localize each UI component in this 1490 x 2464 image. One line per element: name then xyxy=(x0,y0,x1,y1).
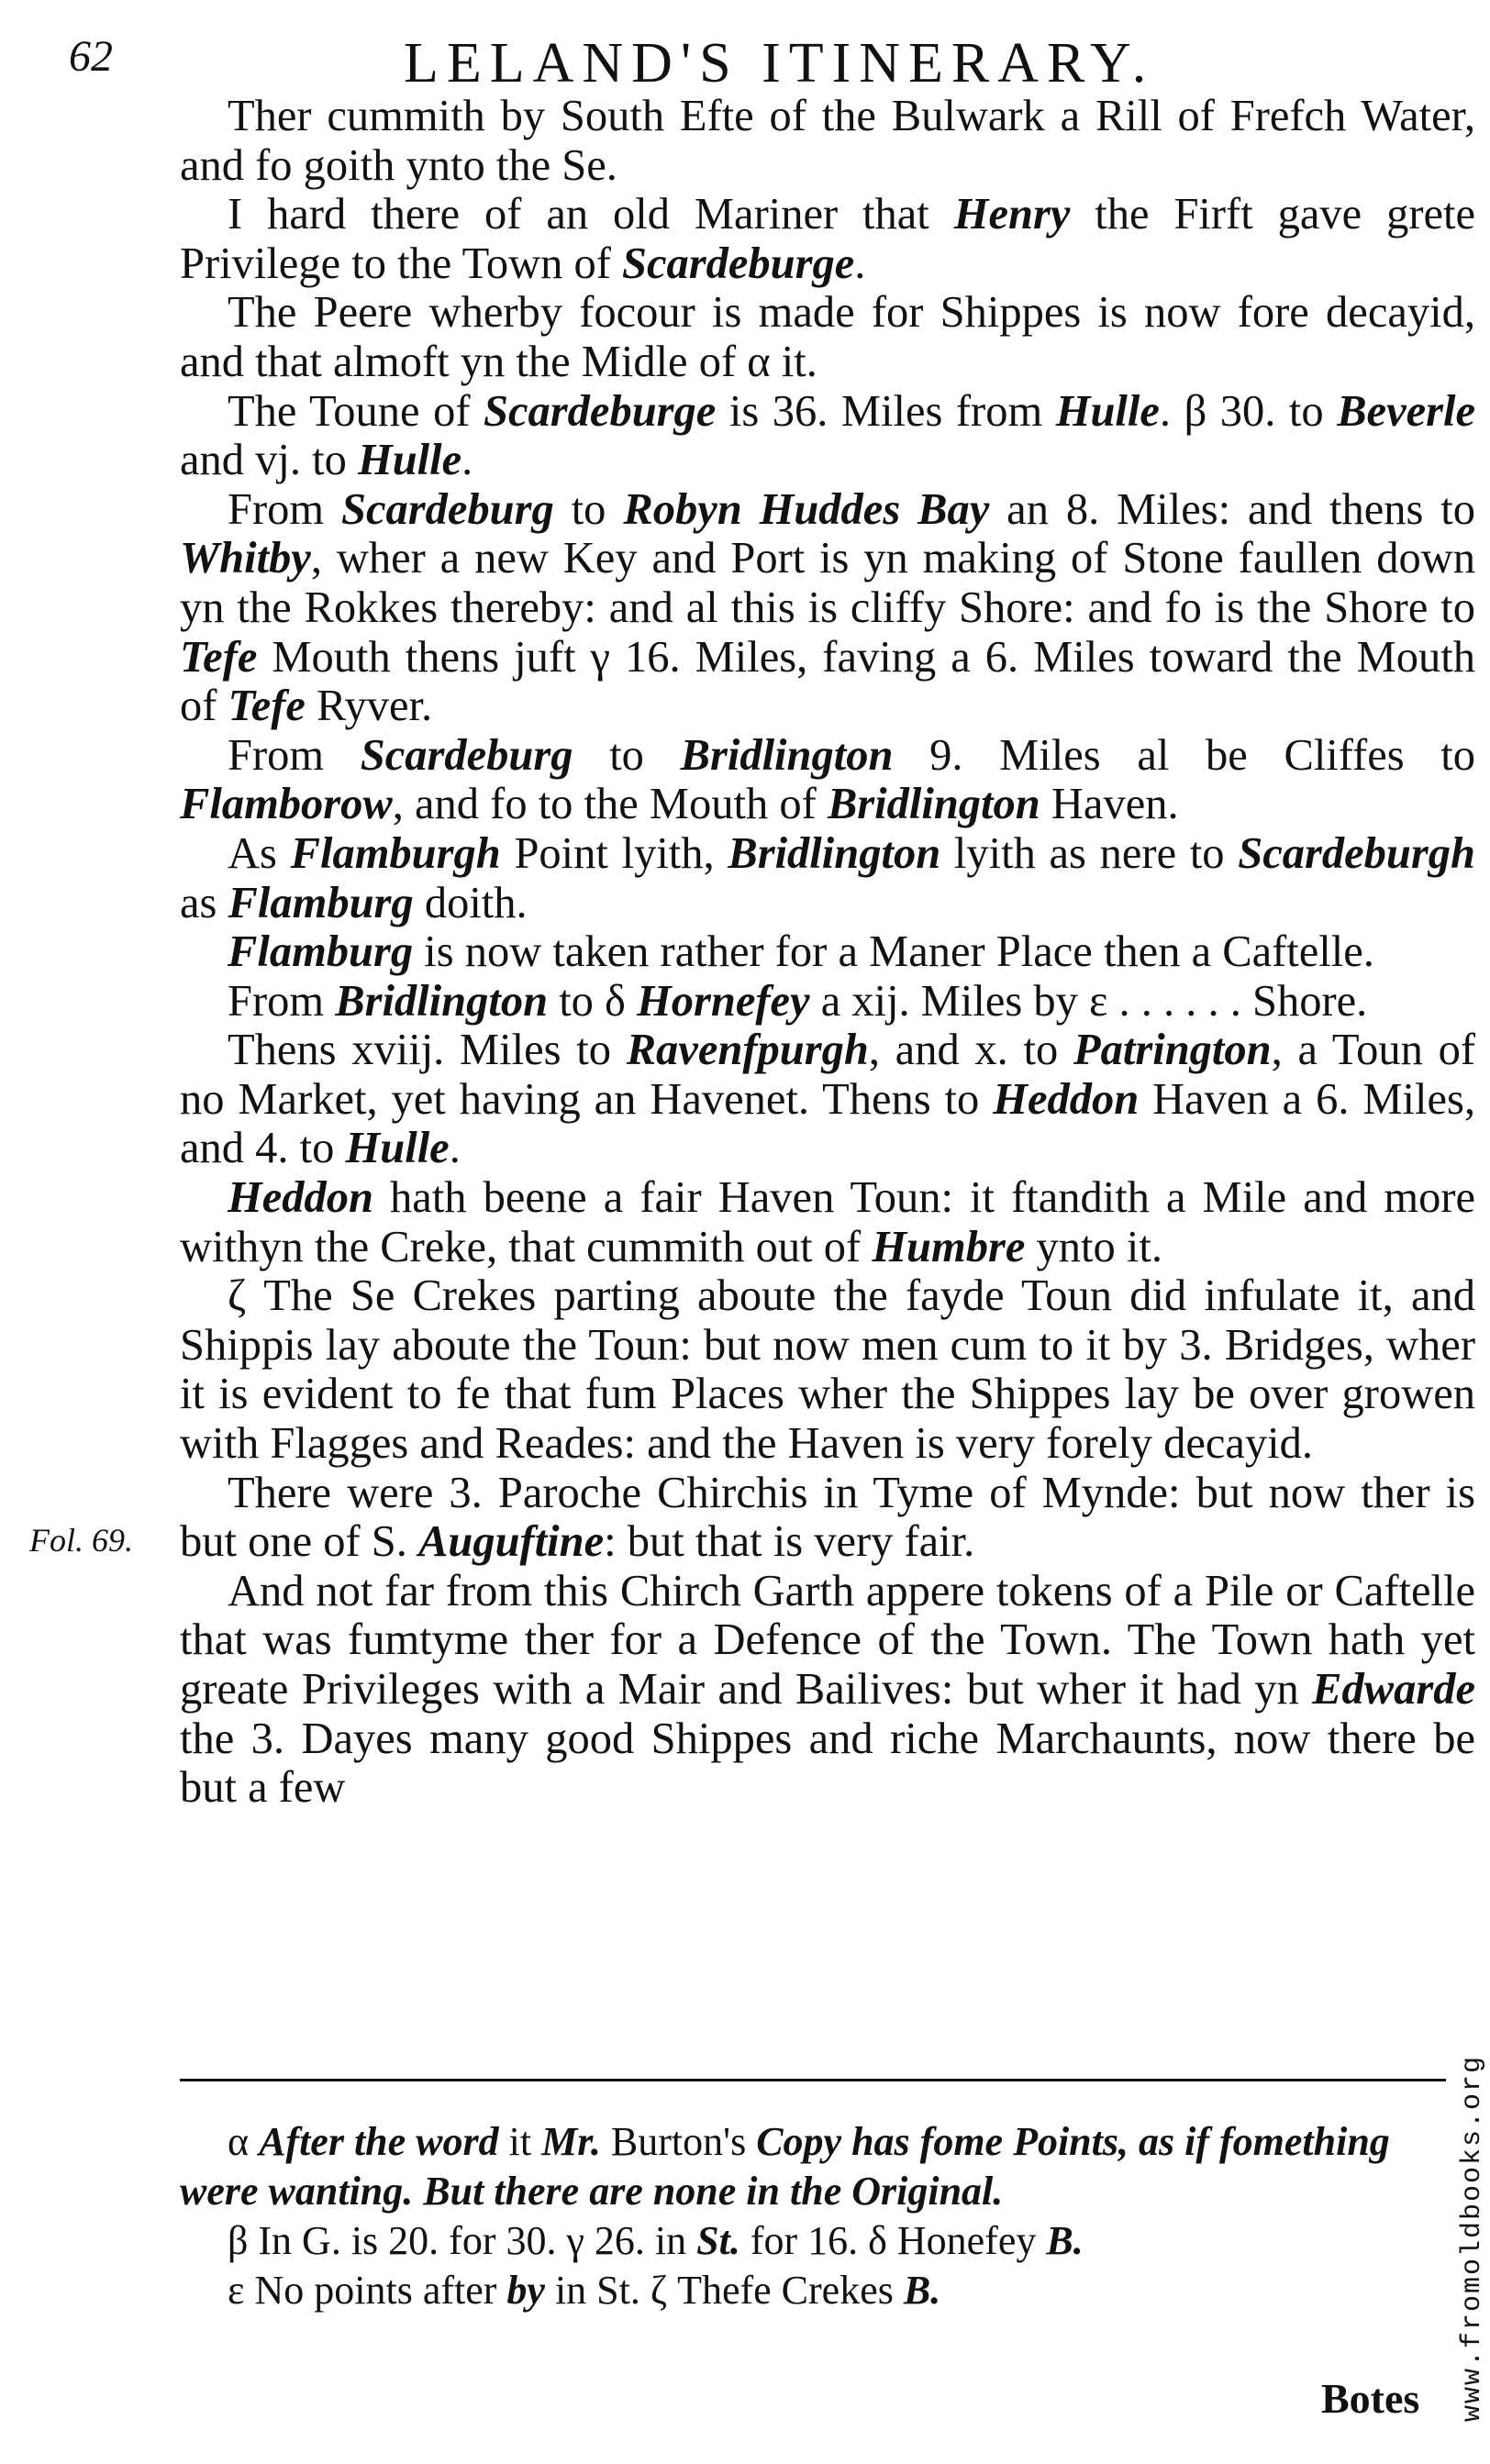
text-run: Mouth thens juft γ 16. Miles, faving a 6. Miles toward the Mouth of xyxy=(180,632,1475,731)
main-text xyxy=(180,92,1475,1813)
italic-text-run: Henry xyxy=(953,190,1071,239)
text-run: . xyxy=(854,239,866,288)
text-run: β In G. is 20. for 30. γ 26. in xyxy=(228,2218,697,2263)
italic-text-run: Bridlington xyxy=(827,780,1040,829)
italic-text-run: Flamburgh xyxy=(290,828,501,878)
paragraph xyxy=(180,1567,1475,1813)
italic-text-run: Copy has fome Points, as if fomething were wanting. But there are none in the Original. xyxy=(180,2119,1390,2214)
italic-text-run: B. xyxy=(903,2268,941,2313)
text-run: to xyxy=(573,730,681,780)
text-run: is 36. Miles from xyxy=(716,386,1056,436)
italic-text-run: Hulle xyxy=(357,436,462,485)
paragraph xyxy=(180,190,1475,288)
text-run: From xyxy=(228,730,361,780)
footnotes xyxy=(180,2117,1446,2315)
text-run: α xyxy=(228,2119,260,2164)
paragraph xyxy=(180,485,1475,731)
text-run: doith. xyxy=(413,878,528,927)
italic-text-run: Hulle xyxy=(1055,386,1160,436)
text-run: : but that is very fair. xyxy=(604,1517,975,1567)
text-run: for 16. δ Honefey xyxy=(739,2218,1047,2263)
text-run: , a Toun of no Market, yet having an Havenet. Thens to xyxy=(180,1026,1475,1124)
italic-text-run: Scardeburge xyxy=(622,239,855,288)
text-run: , and fo to the Mouth of xyxy=(392,780,828,829)
text-run: and vj. to xyxy=(180,436,358,485)
paragraph xyxy=(180,387,1475,485)
paragraph xyxy=(180,977,1475,1027)
italic-text-run: Hornefey xyxy=(637,976,810,1026)
text-run: . xyxy=(461,436,473,485)
text-run: And not far from this Chirch Garth appere tokens of a Pile or Caftelle that was fumtyme ther for a Defence of the Town. The Town hath yet greate Privileges with a Mair and Bailives: but wher it had yn xyxy=(180,1566,1475,1714)
page-number: 62 xyxy=(69,32,113,81)
catchword: Botes xyxy=(1321,2375,1420,2422)
italic-text-run: Scardeburge xyxy=(484,386,717,436)
footnote xyxy=(180,2117,1446,2216)
italic-text-run: Auguftine xyxy=(418,1517,605,1567)
text-run: From xyxy=(228,484,342,534)
paragraph xyxy=(180,92,1475,190)
italic-text-run: Tefe xyxy=(180,632,258,682)
text-run: , wher a new Key and Port is yn making of Stone faullen down yn the Rokkes thereby: and al this is cliffy Shore: and fo is the Shore to xyxy=(180,534,1475,632)
text-run: ζ The Se Crekes parting aboute the fayde Toun did infulate it, and Shippis lay aboute the Toun: but now men cum to it by 3. Bridges, wher it is evident to fe that fum Places wher the Shippes lay be over growen with Flagges and Reades: and the Haven is very forely decayid. xyxy=(180,1271,1475,1469)
italic-text-run: Bridlington xyxy=(728,828,941,878)
paragraph xyxy=(180,829,1475,927)
text-run: it xyxy=(498,2119,542,2164)
paragraph xyxy=(180,927,1475,977)
italic-text-run: Flamborow xyxy=(180,780,393,829)
italic-text-run: Beverle xyxy=(1337,386,1475,436)
text-run: the Firft gave grete Privilege to the Town of xyxy=(180,190,1476,288)
text-run: The Peere wherby focour is made for Shippes is now fore decayid, and that almoft yn the Midle of α it. xyxy=(180,288,1475,386)
italic-text-run: St. xyxy=(696,2218,740,2263)
text-run: Ryver. xyxy=(305,682,433,731)
text-run: lyith as nere to xyxy=(940,828,1239,878)
italic-text-run: Bridlington xyxy=(335,976,549,1026)
text-run: the 3. Dayes many good Shippes and riche Marchaunts, now there be but a few xyxy=(180,1714,1475,1813)
italic-text-run: After the word xyxy=(259,2119,499,2164)
text-run: As xyxy=(228,828,291,878)
italic-text-run: Whitby xyxy=(180,534,311,583)
paragraph xyxy=(180,1271,1475,1468)
italic-text-run: Edwarde xyxy=(1312,1665,1475,1714)
paragraph xyxy=(180,1026,1475,1173)
italic-text-run: Heddon xyxy=(993,1074,1140,1124)
text-run: in St. ζ Thefe Crekes xyxy=(544,2268,904,2313)
italic-text-run: Heddon xyxy=(228,1173,373,1223)
text-run: ε No points after xyxy=(228,2268,507,2313)
italic-text-run: Flamburg xyxy=(228,927,414,977)
italic-text-run: Tefe xyxy=(228,682,306,731)
text-run: . xyxy=(449,1124,461,1173)
italic-text-run: Scardeburgh xyxy=(1238,828,1475,878)
text-run: a xij. Miles by ε . . . . . . Shore. xyxy=(809,976,1368,1026)
text-run: Ther cummith by South Efte of the Bulwark a Rill of Frefch Water, and fo goith ynto the Se. xyxy=(180,92,1475,190)
text-run: 9. Miles al be Cliffes to xyxy=(893,730,1475,780)
italic-text-run: Patrington xyxy=(1073,1026,1272,1075)
footnote-rule xyxy=(180,2079,1446,2081)
text-run: an 8. Miles: and thens to xyxy=(989,484,1475,534)
text-run: I hard there of an old Mariner that xyxy=(228,190,954,239)
running-title: LELAND'S ITINERARY. xyxy=(404,32,1155,94)
italic-text-run: Humbre xyxy=(872,1222,1026,1271)
italic-text-run: Mr. xyxy=(541,2119,601,2164)
paragraph xyxy=(180,731,1475,829)
italic-text-run: Scardeburg xyxy=(360,730,573,780)
text-run: as xyxy=(180,878,228,927)
text-run: Haven a 6. Miles, and 4. to xyxy=(180,1074,1475,1173)
italic-text-run: Hulle xyxy=(345,1124,450,1173)
text-run: Burton's xyxy=(600,2119,757,2164)
italic-text-run: Robyn Huddes Bay xyxy=(623,484,990,534)
italic-text-run: Flamburg xyxy=(228,878,414,927)
text-run: to xyxy=(553,484,624,534)
text-run: Point lyith, xyxy=(500,828,728,878)
text-run: Thens xviij. Miles to xyxy=(228,1026,627,1075)
text-run: to δ xyxy=(548,976,638,1026)
text-run: ynto it. xyxy=(1025,1222,1162,1271)
text-run: From xyxy=(228,976,336,1026)
italic-text-run: by xyxy=(506,2268,545,2313)
watermark: www.fromoldbooks.org xyxy=(1457,2054,1488,2422)
text-run: , and x. to xyxy=(868,1026,1073,1075)
footnote xyxy=(180,2216,1446,2266)
paragraph xyxy=(180,1469,1475,1567)
text-run: is now taken rather for a Maner Place then a Caftelle. xyxy=(413,927,1374,977)
italic-text-run: Bridlington xyxy=(680,730,894,780)
text-run: The Toune of xyxy=(228,386,484,436)
text-run: Haven. xyxy=(1040,780,1179,829)
paragraph xyxy=(180,1173,1475,1271)
text-run: There were 3. Paroche Chirchis in Tyme of Mynde: but now ther is but one of S. xyxy=(180,1468,1475,1567)
text-run: hath beene a fair Haven Toun: it ftandith a Mile and more withyn the Creke, that cummith out of xyxy=(180,1173,1475,1271)
paragraph xyxy=(180,288,1475,386)
italic-text-run: Scardeburg xyxy=(341,484,554,534)
margin-folio-note: Fol. 69. xyxy=(29,1522,133,1559)
italic-text-run: B. xyxy=(1046,2218,1084,2263)
italic-text-run: Ravenfpurgh xyxy=(626,1026,869,1075)
text-run: . β 30. to xyxy=(1159,386,1338,436)
footnote xyxy=(180,2266,1446,2315)
